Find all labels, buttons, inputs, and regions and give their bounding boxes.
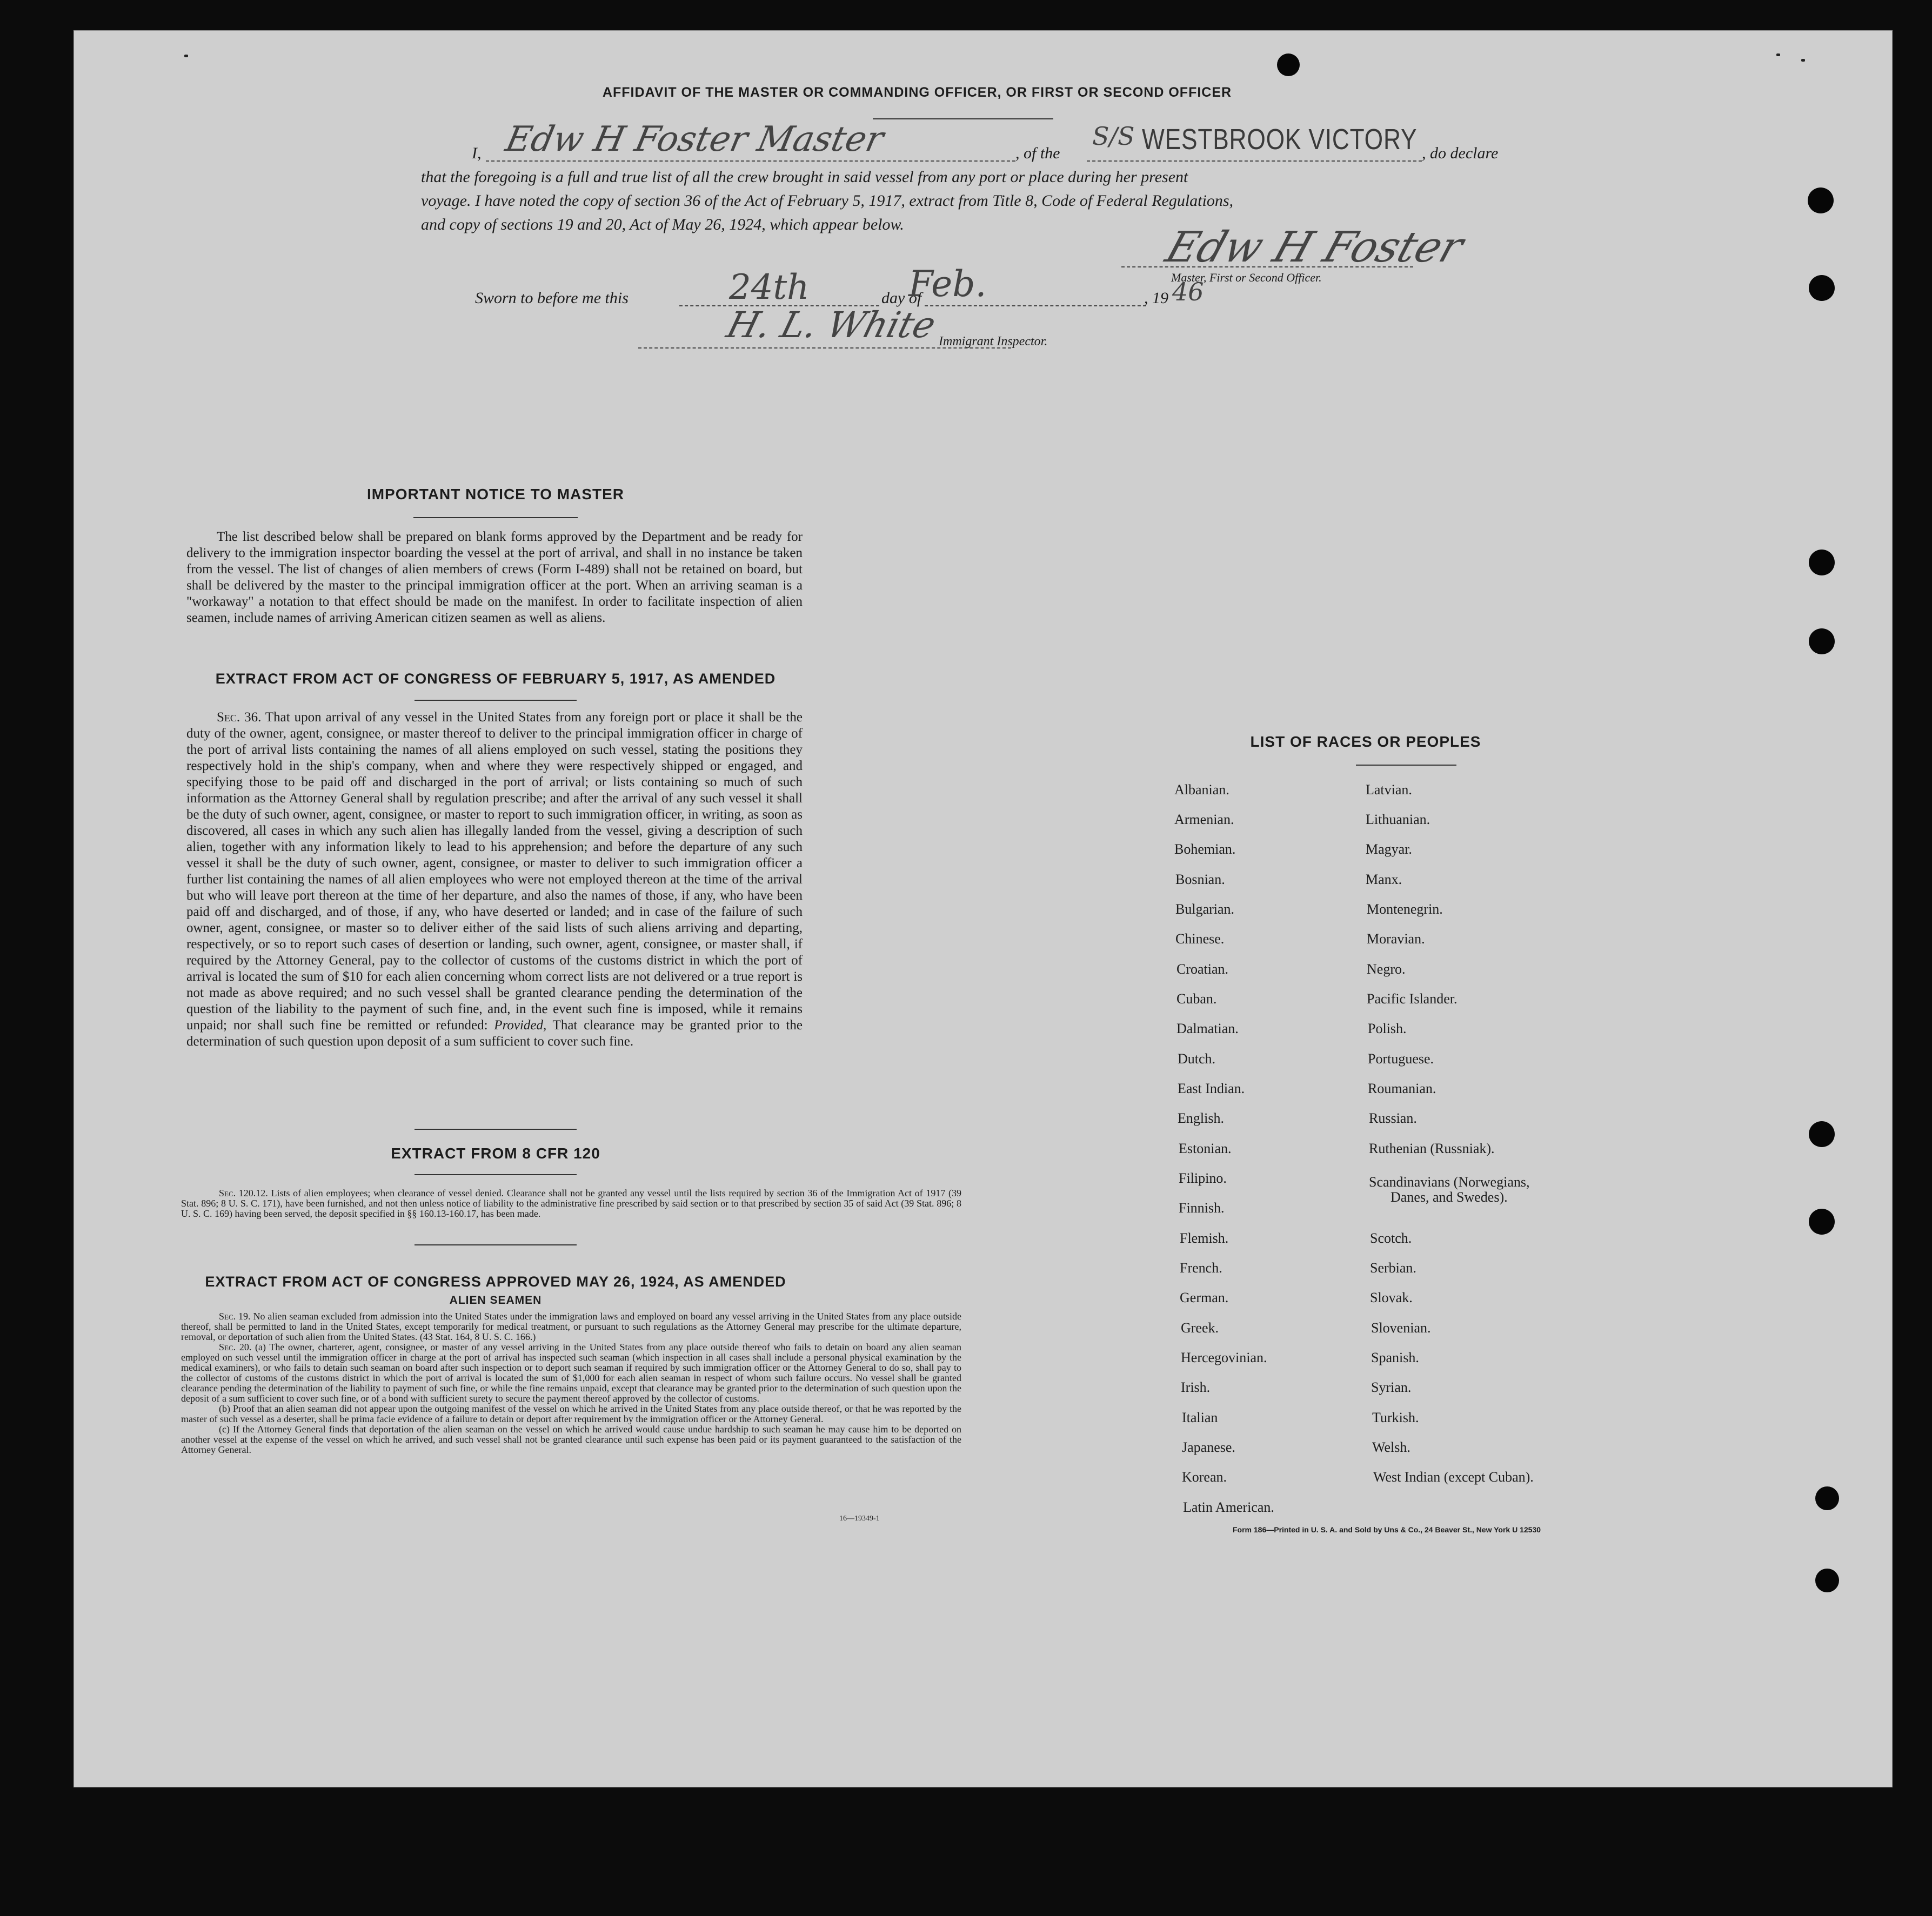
year-handwriting: 46 xyxy=(1172,277,1204,306)
race-item: Russian. xyxy=(1369,1110,1417,1126)
race-item: Bohemian. xyxy=(1174,841,1236,857)
master-name-line xyxy=(486,160,1015,162)
inspector-signature: H. L. White xyxy=(722,304,940,346)
cfr-end-rule xyxy=(415,1244,577,1245)
affidavit-title: AFFIDAVIT OF THE MASTER OR COMMANDING OFFICER, OR FIRST OR SECOND OFFICER xyxy=(602,85,1232,100)
provided-text: That clearance may be granted prior to the determination of such question upon deposit of a sum sufficient to cover such fine. xyxy=(186,1018,803,1049)
race-item: Dalmatian. xyxy=(1176,1021,1239,1036)
sec-20a-paragraph xyxy=(181,1342,961,1404)
vessel-name-stamp: WESTBROOK VICTORY xyxy=(1142,123,1418,156)
declaration-line-2: voyage. I have noted the copy of section 36 of the Act of February 5, 1917, extract from Title 8, Code of Federal Regulations, xyxy=(421,192,1234,210)
race-item: Polish. xyxy=(1368,1021,1407,1036)
form-imprint: Form 186—Printed in U. S. A. and Sold by Uns & Co., 24 Beaver St., New York U 12530 xyxy=(1233,1525,1541,1534)
race-item: Moravian. xyxy=(1367,931,1425,947)
sec-36-label: Sec. 36. xyxy=(217,710,262,725)
race-item: Scotch. xyxy=(1370,1230,1412,1246)
race-item: Bulgarian. xyxy=(1175,901,1235,917)
race-item: East Indian. xyxy=(1178,1081,1245,1096)
race-item: Hercegovinian. xyxy=(1181,1350,1267,1365)
vessel-prefix-handwriting: S/S xyxy=(1092,122,1135,151)
race-item: Greek. xyxy=(1181,1320,1219,1336)
inspector-caption: Immigrant Inspector. xyxy=(939,334,1048,349)
master-signature: Edw H Foster xyxy=(1160,223,1469,272)
extract-1917-title: EXTRACT FROM ACT OF CONGRESS OF FEBRUARY 5, 1917, AS AMENDED xyxy=(215,671,776,687)
extract-1924-subtitle: ALIEN SEAMEN xyxy=(449,1294,542,1307)
extract-1924-title: EXTRACT FROM ACT OF CONGRESS APPROVED MAY 26, 1924, AS AMENDED xyxy=(205,1274,786,1290)
punch-hole xyxy=(1808,187,1834,213)
race-item: English. xyxy=(1178,1110,1224,1126)
sec-19-paragraph xyxy=(181,1311,961,1342)
sec-20b-paragraph: (b) Proof that an alien seaman did not appear upon the outgoing manifest of the vessel on which he arrived in the United States from any place outside thereof, or that he was reported by the master of such vessel as a deserter, shall be prima facie evidence of a failure to detain or deport after requirement by the immigration officer or the Attorney General. xyxy=(181,1403,961,1424)
race-item: Bosnian. xyxy=(1175,872,1225,887)
punch-hole xyxy=(1809,550,1835,575)
ink-speck xyxy=(1776,53,1780,56)
race-item: Scandinavians (Norwegians, xyxy=(1369,1174,1530,1190)
day-of-label: day of xyxy=(881,289,922,307)
cfr-title: EXTRACT FROM 8 CFR 120 xyxy=(391,1145,600,1162)
race-item: Magyar. xyxy=(1366,841,1412,857)
sec-36-text: That upon arrival of any vessel in the United States from any foreign port or place it shall be the duty of the owner, agent, consignee, or master thereof to deliver to the principal immigration officer in charge of the port of arrival lists containing the names of all aliens employed on such vessel, stating the positions they respectively hold in the ship's company, when and where they were respectively shipped or engaged, and specifying those to be paid off and discharged in the port of arrival; or lists containing so much of such information as the Attorney General shall by regulation prescribe; and after the arrival of any such vessel it shall be the duty of such owner, agent, consignee, or master to report to such immigration officer, in writing, as soon as discovered, all cases in which any such alien has illegally landed from the vessel, giving a description of such alien, together with any information likely to lead to his apprehension; and before the departure of any such vessel it shall be the duty of such owner, agent, consignee, or master to deliver to such immigration officer a further list containing the names of all alien employees who were not employed thereon at the time of the arrival but who will leave port thereon at the time of her departure, and also the names of those, if any, who have been paid off and discharged, and of those, if any, who have deserted or landed; and in case of the failure of such owner, agent, consignee, or master so to deliver either of the said lists of such aliens arriving and departing, respectively, or so to report such cases of desertion or landing, such owner, agent, consignee, or master shall, if required by the Attorney General, pay to the collector of customs of the customs district in which the port of arrival is located the sum of $10 for each alien concerning whom correct lists are not delivered or a true report is not made as above required; and no such vessel shall be granted clearance pending the determination of the question of the liability to the payment of such fine, and, in the event such fine is imposed, while it remains unpaid; nor shall such fine be remitted or refunded: xyxy=(186,710,803,1033)
sworn-month-handwriting: Feb. xyxy=(908,263,987,305)
race-item: Latin American. xyxy=(1183,1499,1274,1515)
affidavit-prefix: I, xyxy=(472,144,482,162)
race-item: Filipino. xyxy=(1179,1170,1227,1186)
race-item: German. xyxy=(1180,1290,1229,1305)
race-item: Irish. xyxy=(1181,1379,1211,1395)
signature-line xyxy=(1121,266,1413,267)
race-item: Lithuanian. xyxy=(1366,812,1430,827)
print-code: 16—19349-1 xyxy=(839,1515,880,1523)
race-item: Finnish. xyxy=(1179,1200,1225,1216)
race-item: Spanish. xyxy=(1371,1350,1419,1365)
do-declare-label: , do declare xyxy=(1422,144,1499,162)
race-item: Korean. xyxy=(1182,1469,1227,1485)
punch-hole xyxy=(1809,1209,1835,1235)
punch-hole xyxy=(1815,1569,1839,1592)
of-the-label: , of the xyxy=(1015,144,1060,162)
race-item: Dutch. xyxy=(1178,1051,1216,1067)
ink-speck xyxy=(184,55,188,57)
race-item: Montenegrin. xyxy=(1367,901,1443,917)
sworn-label: Sworn to before me this xyxy=(475,289,629,307)
race-item: Danes, and Swedes). xyxy=(1390,1189,1508,1205)
races-title: LIST OF RACES OR PEOPLES xyxy=(1250,733,1481,750)
master-name-handwriting: Edw H Foster Master xyxy=(502,119,887,159)
race-item: Japanese. xyxy=(1182,1439,1235,1455)
race-item: Flemish. xyxy=(1180,1230,1229,1246)
sworn-day-handwriting: 24th xyxy=(729,267,810,307)
sec-20-label: Sec. 20. xyxy=(219,1342,252,1352)
cfr-rule xyxy=(415,1174,577,1175)
race-item: Italian xyxy=(1182,1410,1218,1425)
race-item: Turkish. xyxy=(1372,1410,1419,1425)
race-item: Armenian. xyxy=(1174,812,1234,827)
race-item: Welsh. xyxy=(1372,1439,1410,1455)
race-item: Slovak. xyxy=(1370,1290,1413,1305)
race-item: West Indian (except Cuban). xyxy=(1373,1469,1534,1485)
sec-120-text: Lists of alien employees; when clearance of vessel denied. Clearance shall not be granted any vessel until the lists required by section 36 of the Immigration Act of 1917 (39 Stat. 896; 8 U. S. C. 171), have been furnished, and not then unless notice of liability to the administrative fine prescribed by said section or to that prescribed by section 35 of said Act (39 Stat. 896; 8 U. S. C. 169) having been served, the deposit specified in §§ 160.13-160.17, has been made. xyxy=(181,1188,962,1219)
race-item: Roumanian. xyxy=(1368,1081,1436,1096)
sec-120-label: Sec. 120.12. xyxy=(219,1188,268,1198)
race-item: Estonian. xyxy=(1179,1141,1232,1156)
sec-19-text: No alien seaman excluded from admission into the United States under the immigration laws and employed on board any vessel arriving in the United States from any place outside thereof, shall be permitted to land in the United States, except temporarily for medical treatment, or pursuant to such regulations as the Attorney General may prescribe for the ultimate departure, removal, or deportation of such alien from the United States. (43 Stat. 164, 8 U. S. C. 166.) xyxy=(181,1311,962,1342)
title-rule xyxy=(873,118,1053,119)
race-item: Albanian. xyxy=(1174,782,1229,798)
sec-20c-paragraph: (c) If the Attorney General finds that deportation of the alien seaman on the vessel on which he arrived would cause undue hardship to such seaman he may cause him to be deported on another vessel at the expense of the vessel on which he arrived, and such vessel shall not be granted clearance until such expense has been paid or its payment guaranteed to the satisfaction of the Attorney General. xyxy=(181,1424,961,1455)
extract-1917-rule xyxy=(415,700,577,701)
provided-label: Provided, xyxy=(494,1018,547,1033)
notice-rule xyxy=(413,517,578,518)
race-item: Cuban. xyxy=(1176,991,1217,1007)
vessel-name-line xyxy=(1087,160,1422,162)
race-item: French. xyxy=(1180,1260,1222,1276)
race-item: Serbian. xyxy=(1370,1260,1416,1276)
notice-body: The list described below shall be prepared on blank forms approved by the Department and be ready for delivery to the immigration inspector boarding the vessel at the port of arrival, and shall in no instance be taken from the vessel. The list of changes of alien members of crews (Form I-489) shall not be retained on board, but shall be delivered by the master to the principal immigration officer at the port. When an arriving seaman is a "workaway" a notation to that effect should be made on the manifest. In order to facilitate inspection of alien seamen, include names of arriving American citizen seamen as well as aliens. xyxy=(186,530,803,625)
document-page xyxy=(73,30,1893,1787)
race-item: Slovenian. xyxy=(1371,1320,1431,1336)
punch-hole xyxy=(1809,275,1835,301)
extract-1917-end-rule xyxy=(415,1129,577,1130)
notice-title: IMPORTANT NOTICE TO MASTER xyxy=(366,486,625,503)
race-item: Syrian. xyxy=(1371,1379,1412,1395)
signature-caption: Master, First or Second Officer. xyxy=(1171,271,1322,284)
ink-speck xyxy=(1801,59,1805,62)
declaration-line-3: and copy of sections 19 and 20, Act of May 26, 1924, which appear below. xyxy=(421,216,904,233)
punch-hole xyxy=(1815,1486,1839,1510)
sec-19-label: Sec. 19. xyxy=(219,1311,251,1322)
declaration-line-1: that the foregoing is a full and true list of all the crew brought in said vessel from any port or place during her present xyxy=(421,168,1188,186)
race-item: Ruthenian (Russniak). xyxy=(1369,1141,1495,1156)
race-item: Manx. xyxy=(1366,872,1402,887)
extract-1924-body xyxy=(181,1311,961,1455)
race-item: Chinese. xyxy=(1175,931,1225,947)
punch-hole xyxy=(1809,628,1835,654)
race-item: Pacific Islander. xyxy=(1367,991,1458,1007)
race-item: Latvian. xyxy=(1366,782,1412,798)
year-label: , 19 xyxy=(1144,289,1168,307)
race-item: Negro. xyxy=(1367,961,1406,977)
race-item: Croatian. xyxy=(1176,961,1229,977)
cfr-body xyxy=(181,1188,961,1219)
sec-20a-text: (a) The owner, charterer, agent, consignee, or master of any vessel arriving in the United States from any place outside thereof who fails to detain on board any alien seaman employed on such vessel until the immigration officer in charge at the port of arrival has inspected such seaman (which inspection in all cases shall include a personal physical examination by the medical examiners), or who fails to detain such seaman on board after such inspection or to deport such seaman if required by such immigration officer or the Attorney General to do so, shall pay to the collector of customs of the customs district in which the port of arrival is located the sum of $1,000 for each alien seaman in respect of whom such failure occurs. No vessel shall be granted clearance pending the determination of the liability to payment of such fine, or while the fine remains unpaid, except that clearance may be granted prior to the determination of such question upon the deposit of a sum sufficient to cover such fine, or of a bond with sufficient surety to secure the payment thereof approved by the collector of customs. xyxy=(181,1342,962,1404)
extract-1917-body xyxy=(186,709,803,1050)
races-rule xyxy=(1356,765,1456,766)
punch-hole xyxy=(1277,53,1300,76)
race-item: Portuguese. xyxy=(1368,1051,1434,1067)
punch-hole xyxy=(1809,1121,1835,1147)
sworn-month-line xyxy=(925,305,1146,306)
